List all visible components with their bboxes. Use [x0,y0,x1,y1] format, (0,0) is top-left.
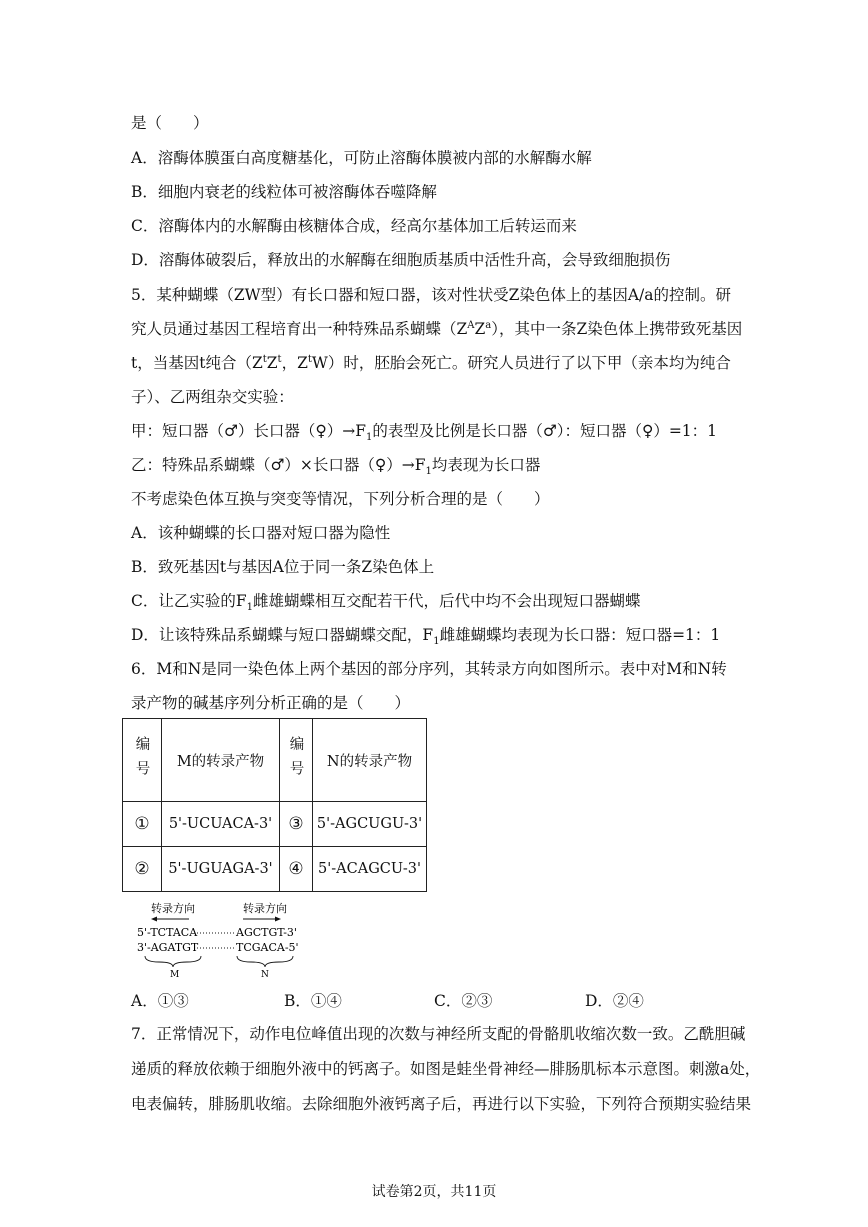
row-number: ② [134,858,150,879]
q5-line: 5．某种蝴蝶（ZW型）有长口器和短口器，该对性状受Z染色体上的基因A/a的控制。研 [131,286,731,304]
table-cell [280,847,313,892]
table-header-n: N的转录产物 [313,719,427,802]
q6-line: 录产物的碱基序列分析正确的是（ ） [131,694,411,712]
q5-option-d: D．让该特殊品系蝴蝶与短口器蝴蝶交配，$F_1$雌雄蝴蝶均表现为长口器：短口器=1：1 [131,626,721,648]
table-cell [123,802,162,847]
table-cell: 5'-ACAGCU-3' [313,847,427,892]
q7-line: 电表偏转，腓肠肌收缩。去除细胞外液钙离子后，再进行以下实验，下列符合预期实验结果 [131,1095,752,1113]
table-header-row [123,719,427,802]
q5-experiment-jia: 甲：短口器（♂）长口器$(♀)\to F_1$的表型及比例是长口器（♂）：短口器（♀）=1：1 [131,422,718,444]
strand-top-n: AGCTGT-3' [236,926,297,939]
q5-line: t，当基因t纯合（$Z^tZ^t$，$Z^tW$）时，胚胎会死亡。研究人员进行了以下甲（亲本均为纯合 [131,353,731,372]
arrow-left-head [151,917,157,922]
table-row [123,847,427,892]
question-stem-end: 是（ ） [131,114,209,132]
strand-bottom-m: 3'-AGATGT [137,941,199,954]
q5-option-c: C．让乙实验的$F_1$雌雄蝴蝶相互交配若干代，后代中均不会出现短口器蝴蝶 [131,592,641,614]
page-footer: 试卷第2页，共11页 [371,1184,497,1200]
brace-m [145,956,201,967]
table-row [123,802,427,847]
option-d: D．溶酶体破裂后，释放出的水解酶在细胞质基质中活性升高，会导致细胞损伤 [131,251,671,269]
table-cell [123,847,162,892]
q7-line: 递质的释放依赖于细胞外液中的钙离子。如图是蛙坐骨神经—腓肠肌标本示意图。刺激a处， [131,1060,761,1078]
q6-option-b: B．①④ [284,992,342,1010]
q6-option-a: A．①③ [131,992,189,1010]
gene-diagram [137,900,312,978]
option-a: A．溶酶体膜蛋白高度糖基化，可防止溶酶体膜被内部的水解酶水解 [131,149,592,167]
option-c: C．溶酶体内的水解酶由核糖体合成，经高尔基体加工后转运而来 [131,217,577,235]
row-number: ③ [288,813,304,834]
q6-line: 6．M和N是同一染色体上两个基因的部分序列，其转录方向如图所示。表中对M和N转 [131,660,727,678]
q5-line: 子）、乙两组杂交实验： [131,388,294,406]
option-b: B．细胞内衰老的线粒体可被溶酶体吞噬降解 [131,183,437,201]
table-header-number: 编号 [123,719,162,802]
label-n: N [261,970,269,978]
transcription-direction-label-n: 转录方向 [243,902,287,915]
table-cell: 5'-AGCUGU-3' [313,802,427,847]
row-number: ① [134,813,150,834]
table-header-number: 编号 [280,719,313,802]
label-m: M [170,970,180,978]
table-cell [280,802,313,847]
q7-line: 7．正常情况下，动作电位峰值出现的次数与神经所支配的骨骼肌收缩次数一致。乙酰胆碱 [131,1025,746,1043]
brace-n [237,956,293,967]
table-header-m: M的转录产物 [162,719,280,802]
q5-option-b: B．致死基因t与基因A位于同一条Z染色体上 [131,558,435,576]
q5-experiment-yi: 乙：特殊品系蝴蝶（♂）×长口器$(♀)\to F_1$均表现为长口器 [131,456,541,478]
q6-option-d: D．②④ [585,992,644,1010]
q5-stem: 不考虑染色体互换与突变等情况，下列分析合理的是（ ） [131,490,550,508]
table-cell: 5'-UCUACA-3' [162,802,280,847]
arrow-right-head [275,917,281,922]
row-number: ④ [288,858,304,879]
table-cell: 5'-UGUAGA-3' [162,847,280,892]
strand-bottom-n: TCGACA-5' [236,941,299,954]
q5-line: 究人员通过基因工程培育出一种特殊品系蝴蝶$(Z^AZ^a)$，其中一条Z染色体上携带致死基因 [131,319,743,338]
q5-option-a: A．该种蝴蝶的长口器对短口器为隐性 [131,524,391,542]
transcription-direction-label-m: 转录方向 [151,902,195,915]
q6-table [122,718,427,892]
strand-top-m: 5'-TCTACA [137,926,198,939]
q6-option-c: C．②③ [434,992,493,1010]
